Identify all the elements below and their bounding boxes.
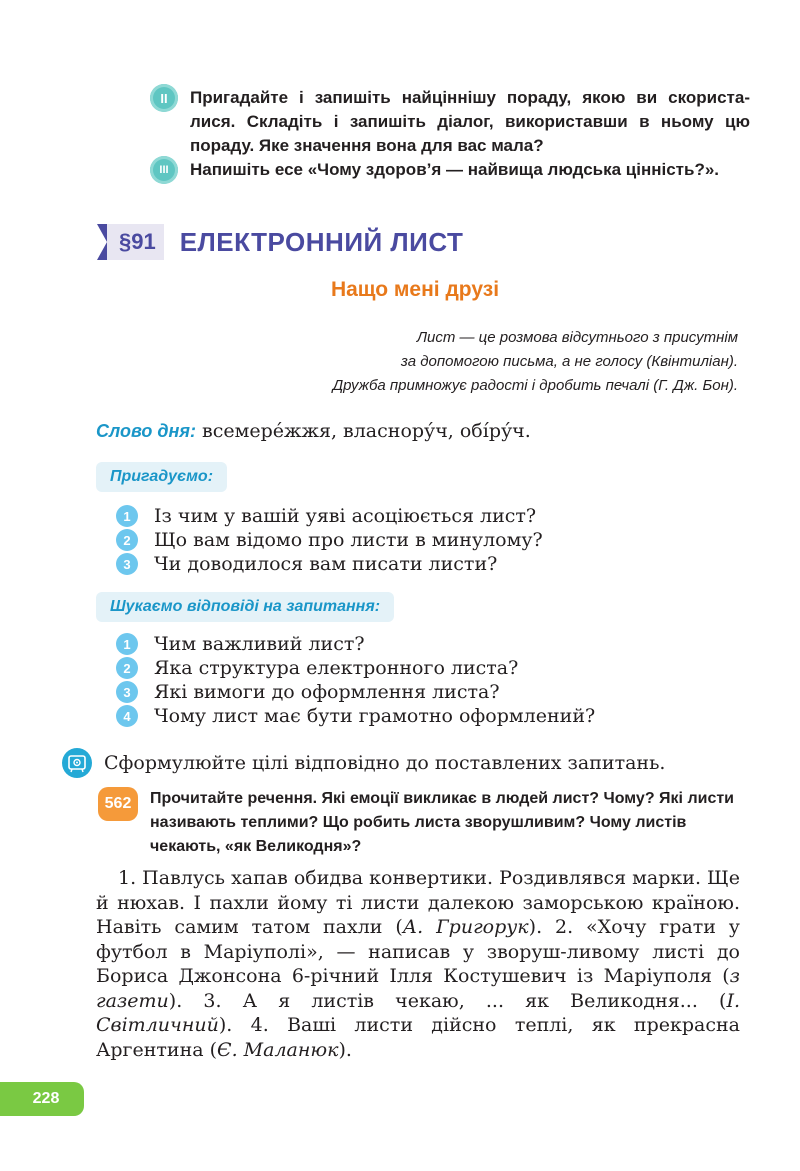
section-title: ЕЛЕКТРОННИЙ ЛИСТ bbox=[179, 226, 464, 257]
epigraph-1 bbox=[138, 326, 738, 374]
author: з газети bbox=[96, 965, 740, 1012]
page-number: 228 bbox=[0, 1082, 84, 1116]
section-number: §91 bbox=[119, 229, 156, 254]
author: А. Григорук bbox=[402, 916, 529, 938]
epigraph-2-line: Дружба примножує радості і дробить печалі (Г. Дж. Бон). bbox=[332, 377, 738, 394]
list-item bbox=[116, 552, 543, 576]
level-2-badge: II bbox=[150, 84, 178, 112]
list-item bbox=[116, 528, 543, 552]
recall-list bbox=[116, 504, 543, 576]
number-badge: 3 bbox=[116, 553, 138, 575]
list-item bbox=[116, 632, 595, 656]
author: Є. Маланюк bbox=[217, 1038, 339, 1061]
list-item bbox=[116, 680, 595, 704]
list-item-text: Чому лист має бути грамотно оформлений? bbox=[154, 705, 596, 727]
task-level-2-text: Пригадайте і запишіть найціннішу пораду, якою ви скориста-лися. Складіть і запишіть діалог, використавши в ньому цю пораду. Яке значення вона для вас мала? bbox=[190, 88, 750, 155]
author: І. Світличний bbox=[96, 989, 740, 1036]
list-item-text: Яка структура електронного листа? bbox=[154, 657, 519, 679]
epigraph-1-line-1: Лист — це розмова відсутнього з присутнім bbox=[416, 329, 738, 346]
word-of-day-label: Слово дня: bbox=[96, 421, 196, 441]
exercise-task: Прочитайте речення. Які емоції викликає в людей лист? Чому? Які листи називають теплими? Що робить листа зворушливим? Чому листів чекають, «як Великодня»? bbox=[150, 790, 735, 855]
number-badge: 2 bbox=[116, 657, 138, 679]
list-item-text: Чим важливий лист? bbox=[154, 633, 365, 655]
epigraph-2 bbox=[138, 374, 738, 398]
task-level-3 bbox=[150, 158, 750, 184]
section-heading bbox=[97, 224, 463, 260]
exercise-number-badge: 562 bbox=[98, 787, 138, 821]
word-of-day-words: всемере́жжя, власнору́ч, обі́ру́ч. bbox=[195, 420, 531, 442]
task-level-3-text: Напишіть есе «Чому здоров’я — найвища людська цінність?». bbox=[190, 160, 720, 179]
body-part: ). 3. А я листів чекаю, ... як Великодня... ( bbox=[168, 989, 727, 1012]
number-badge: 3 bbox=[116, 681, 138, 703]
list-item bbox=[116, 704, 595, 728]
list-item bbox=[116, 504, 543, 528]
list-item-text: Що вам відомо про листи в минулому? bbox=[154, 529, 543, 551]
list-item bbox=[116, 656, 595, 680]
body-part: ). 4. Ваші листи дійсно теплі, як прекрасна Аргентина ( bbox=[96, 1014, 740, 1061]
number-badge: 4 bbox=[116, 705, 138, 727]
body-part: ). 2. «Хочу грати у футбол в Маріуполі», — написав у зворуш-ливому листі до Бориса Джонсона 6-річний Ілля Костушевич із Маріуполя ( bbox=[96, 916, 740, 987]
questions-list bbox=[116, 632, 595, 728]
task-level-2 bbox=[150, 86, 750, 158]
body-part: 1. Павлусь хапав обидва конвертики. Роздивлявся марки. Ще й нюхав. І пахли йому ті листи далекою заморською країною. Навіть самим татом пахли ( bbox=[96, 867, 740, 938]
section-number-badge bbox=[97, 224, 164, 260]
goal-target-icon bbox=[62, 748, 92, 778]
list-item-text: Із чим у вашій уяві асоціюється лист? bbox=[154, 505, 537, 527]
level-3-badge: III bbox=[150, 156, 178, 184]
exercise-body bbox=[96, 866, 740, 1062]
list-item-text: Які вимоги до оформлення листа? bbox=[154, 681, 500, 703]
recall-label: Пригадуємо: bbox=[96, 462, 227, 492]
list-item-text: Чи доводилося вам писати листи? bbox=[154, 553, 498, 575]
number-badge: 1 bbox=[116, 633, 138, 655]
lesson-title: Нащо мені друзі bbox=[330, 278, 500, 301]
number-badge: 1 bbox=[116, 505, 138, 527]
word-of-day bbox=[96, 420, 531, 442]
number-badge: 2 bbox=[116, 529, 138, 551]
body-part: ). bbox=[338, 1038, 352, 1061]
goal-row bbox=[62, 748, 665, 778]
questions-label: Шукаємо відповіді на запитання: bbox=[96, 592, 394, 622]
goal-text: Сформулюйте цілі відповідно до поставлених запитань. bbox=[104, 752, 666, 774]
epigraph-1-line-2: за допомогою письма, а не голосу (Квінтиліан). bbox=[400, 353, 738, 370]
